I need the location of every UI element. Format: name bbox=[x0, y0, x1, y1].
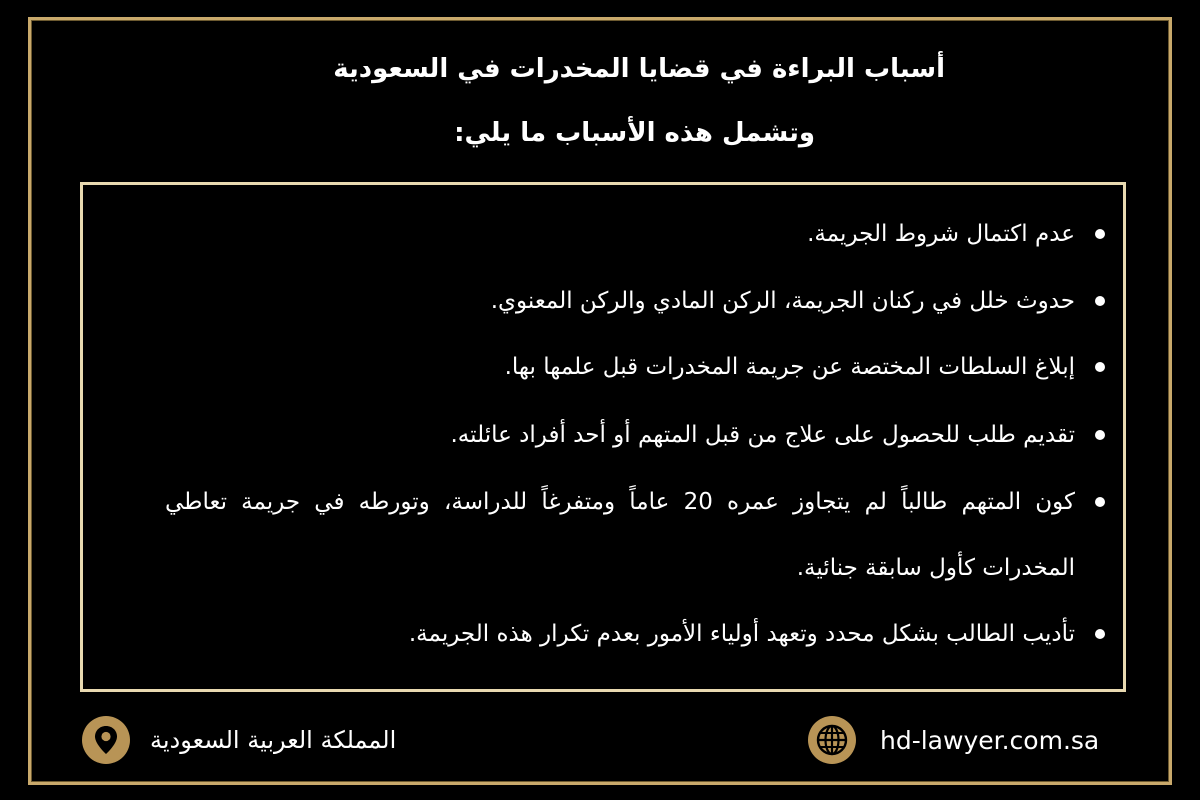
page-subtitle: وتشمل هذه الأسباب ما يلي: bbox=[454, 118, 815, 148]
location-pin-icon bbox=[82, 716, 130, 764]
bullet-icon bbox=[1095, 229, 1105, 239]
list-item bbox=[165, 402, 1075, 468]
reason-text: تأديب الطالب بشكل محدد وتعهد أولياء الأمور بعدم تكرار هذه الجريمة. bbox=[408, 621, 1075, 647]
page-title: أسباب البراءة في قضايا المخدرات في السعودية bbox=[333, 54, 945, 84]
reason-text: كون المتهم طالباً لم يتجاوز عمره 20 عاماً ومتفرغاً للدراسة، وتورطه في جريمة تعاطي المخدرات كأول سابقة جنائية. bbox=[165, 489, 1076, 581]
bullet-icon bbox=[1095, 497, 1105, 507]
bullet-icon bbox=[1095, 430, 1105, 440]
footer-location bbox=[82, 715, 396, 765]
reasons-box bbox=[80, 182, 1126, 692]
website-link[interactable]: hd-lawyer.com.sa bbox=[880, 725, 1100, 755]
reasons-list bbox=[83, 185, 1129, 695]
bullet-icon bbox=[1095, 362, 1105, 372]
list-item bbox=[165, 268, 1075, 334]
list-item bbox=[165, 601, 1075, 667]
list-item bbox=[165, 201, 1075, 267]
list-item bbox=[165, 334, 1075, 400]
reason-text: حدوث خلل في ركنان الجريمة، الركن المادي والركن المعنوي. bbox=[490, 288, 1075, 314]
list-item bbox=[165, 469, 1075, 601]
globe-icon bbox=[808, 716, 856, 764]
reason-text: عدم اكتمال شروط الجريمة. bbox=[807, 221, 1075, 247]
reason-text: إبلاغ السلطات المختصة عن جريمة المخدرات قبل علمها بها. bbox=[504, 354, 1075, 380]
bullet-icon bbox=[1095, 629, 1105, 639]
reason-text: تقديم طلب للحصول على علاج من قبل المتهم أو أحد أفراد عائلته. bbox=[450, 422, 1075, 448]
footer-website[interactable] bbox=[808, 715, 1099, 765]
location-text: المملكة العربية السعودية bbox=[150, 726, 397, 754]
bullet-icon bbox=[1095, 296, 1105, 306]
